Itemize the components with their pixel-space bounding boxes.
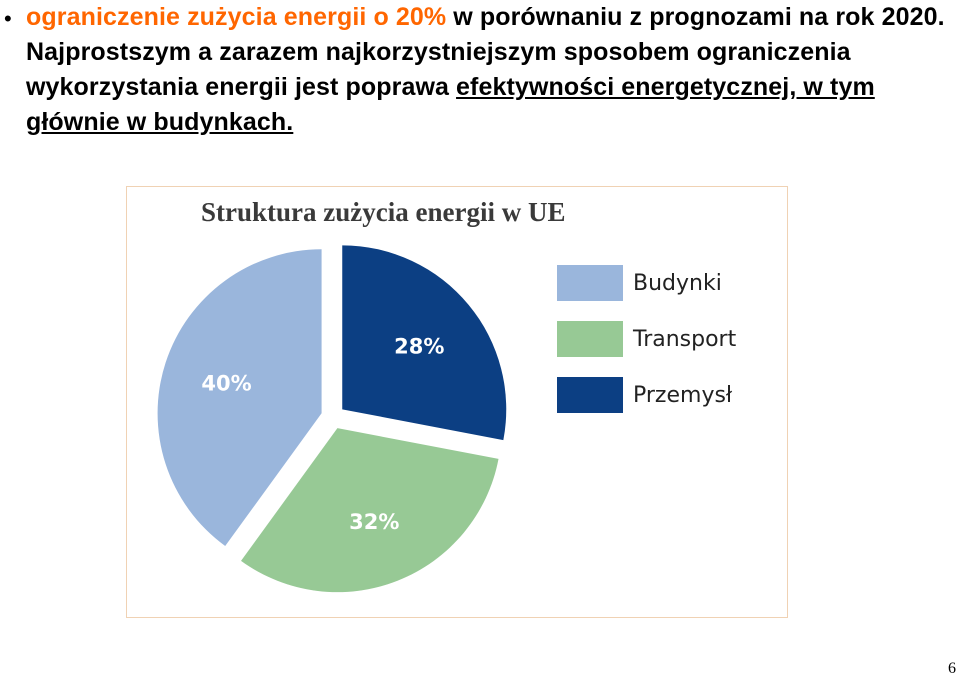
page-number: 6: [948, 660, 956, 677]
legend-item-przemysł: [557, 377, 732, 413]
body-text-main: w porównaniu z prognozami na rok 2020. Najprostszym a zarazem najkorzystniejszym sposobem ograniczenia wykorzystania energii jest poprawa: [26, 3, 945, 101]
bullet-marker: •: [4, 6, 12, 31]
legend-label: Budynki: [633, 270, 722, 296]
pie-label-transport: 32%: [349, 510, 400, 535]
body-text-underlined: efektywności energetycznej, w tym głównie w budynkach.: [26, 73, 875, 136]
chart-title: Struktura zużycia energii w UE: [201, 197, 566, 227]
body-text: [26, 0, 956, 140]
legend-swatch: [557, 377, 623, 413]
pie-label-przemysł: 28%: [394, 334, 445, 359]
highlight-text: ograniczenie zużycia energii o 20%: [26, 3, 447, 31]
chart-panel: [126, 186, 788, 618]
pie-label-budynki: 40%: [201, 371, 252, 396]
legend-label: Transport: [633, 326, 737, 352]
legend-swatch: [557, 265, 623, 301]
legend-swatch: [557, 321, 623, 357]
legend-label: Przemysł: [633, 382, 733, 408]
legend-item-transport: [557, 321, 736, 357]
legend-item-budynki: [557, 265, 722, 301]
